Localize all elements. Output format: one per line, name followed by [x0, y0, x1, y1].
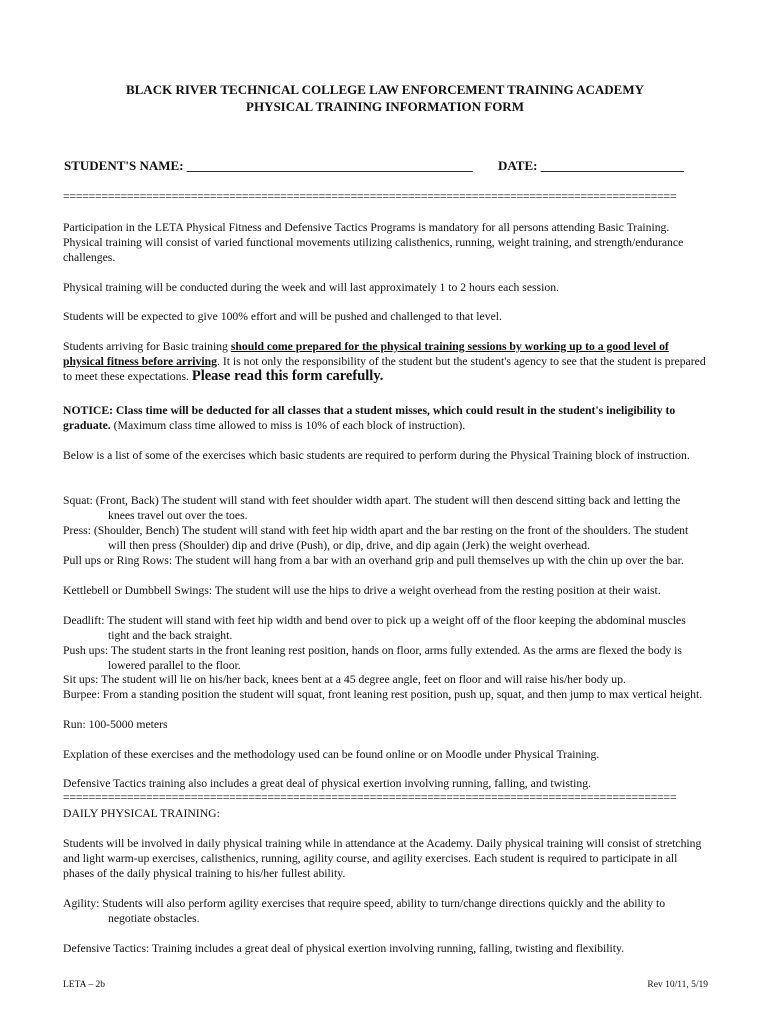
daily-training-paragraph: Students will be involved in daily physical training while in attendance at the Academy. Daily physical training will consist of stretching and light warm-up exercises, calisthenics, running, agility course, and agility exercises. Each student is required to participate in all phases of the daily physical training to his/her fullest ability.: [63, 837, 702, 880]
exercise-list-intro: Below is a list of some of the exercises which basic students are required to perform during the Physical Training block of instruction.: [63, 449, 690, 462]
separator-line: ================================================================================================: [63, 791, 677, 804]
form-title-line1: BLACK RIVER TECHNICAL COLLEGE LAW ENFORCEMENT TRAINING ACADEMY: [125, 82, 645, 97]
intro-paragraph: Participation in the LETA Physical Fitness and Defensive Tactics Programs is mandatory for all persons attending Basic Training. Physical training will consist of varied functional movements utilizing calisthenics, running, weight training, and strength/endurance challenges.: [63, 221, 684, 264]
exercise-item: Sit ups: The student will lie on his/her back, knees bent at a 45 degree angle, feet on floor and will raise his/her body up.: [63, 673, 626, 686]
defensive-tactics-paragraph: Defensive Tactics: Training includes a great deal of physical exertion involving running, falling, twisting and flexibility.: [63, 942, 625, 955]
agility-paragraph: Agility: Students will also perform agility exercises that require speed, ability to turn/change directions quickly and the ability to negotiate obstacles.: [63, 897, 666, 925]
notice-paragraph: NOTICE: Class time will be deducted for all classes that a student misses, which could result in the student's ineligibility to graduate. (Maximum class time allowed to miss is 10% of each block of instruction).: [63, 404, 676, 432]
defensive-tactics-note: Defensive Tactics training also includes a great deal of physical exertion involving running, falling, and twisting.: [63, 777, 592, 790]
name-date-row: [64, 158, 704, 174]
footer-form-code: LETA – 2b: [63, 980, 105, 990]
explanation-paragraph: Explation of these exercises and the methodology used can be found online or on Moodle under Physical Training.: [63, 748, 600, 761]
exercise-item: Kettlebell or Dumbbell Swings: The student will use the hips to drive a weight overhead from the resting position at their waist.: [63, 584, 661, 597]
form-title-line2: PHYSICAL TRAINING INFORMATION FORM: [246, 99, 524, 114]
daily-training-heading: DAILY PHYSICAL TRAINING:: [63, 807, 220, 820]
exercise-item: Run: 100-5000 meters: [63, 718, 168, 731]
exercise-item: Pull ups or Ring Rows: The student will hang from a bar with an overhand grip and pull themselves up with the chin up over the bar.: [63, 554, 684, 567]
exercise-item: Squat: (Front, Back) The student will stand with feet shoulder width apart. The student will then descend sitting back and letting the knees travel out over the toes.: [63, 494, 681, 522]
preparation-paragraph: Students arriving for Basic training should come prepared for the physical training sessions by working up to a good level of physical fitness before arriving. It is not only the responsibility of the student but the student's agency to see that the student is prepared to meet these expectations. Please read this form carefully.: [63, 340, 706, 384]
duration-paragraph: Physical training will be conducted during the week and will last approximately 1 to 2 hours each session.: [63, 281, 559, 294]
date-field[interactable]: DATE: ______________________: [498, 158, 684, 173]
footer-revision: Rev 10/11, 5/19: [647, 980, 708, 990]
separator-line: ================================================================================================: [63, 190, 677, 203]
effort-paragraph: Students will be expected to give 100% effort and will be pushed and challenged to that level.: [63, 310, 502, 323]
exercise-item: Push ups: The student starts in the front leaning rest position, hands on floor, arms fully extended. As the arms are flexed the body is lowered parallel to the floor.: [63, 644, 682, 672]
exercise-item: Burpee: From a standing position the student will squat, front leaning rest position, push up, squat, and then jump to max vertical height.: [63, 688, 703, 701]
student-name-field[interactable]: STUDENT'S NAME: ____________________________________________: [64, 158, 473, 173]
exercise-item: Deadlift: The student will stand with feet hip width and bend over to pick up a weight off of the floor keeping the abdominal muscles tight and the back straight.: [63, 614, 686, 642]
exercise-item: Press: (Shoulder, Bench) The student will stand with feet hip width apart and the bar resting on the front of the shoulders. The student will then press (Shoulder) dip and drive (Push), or dip, drive, and dip again (Jerk) the weight overhead.: [63, 524, 689, 552]
